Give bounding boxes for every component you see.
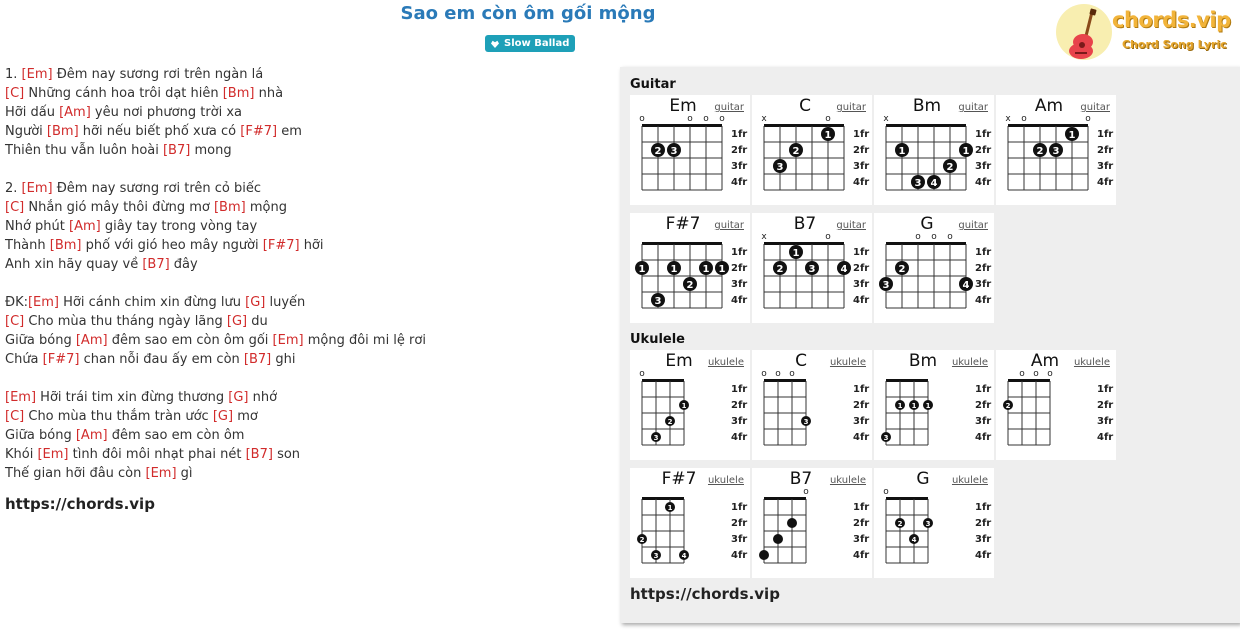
fret-label: 1fr — [1097, 384, 1114, 395]
finger-number: 2 — [667, 418, 673, 426]
ukulele-link[interactable]: ukulele — [951, 475, 988, 486]
open-string-marker: o — [703, 114, 709, 124]
fret-label: 3fr — [731, 416, 748, 427]
open-string-marker: o — [639, 114, 645, 124]
muted-string-marker: x — [883, 114, 889, 124]
fret-label: 1fr — [731, 384, 748, 395]
lyric-text: phố với gió heo mây người — [81, 238, 263, 253]
fret-label: 1fr — [1097, 129, 1114, 140]
lyric-line — [5, 464, 605, 483]
fret-label: 3fr — [1097, 416, 1114, 427]
fret-label: 2fr — [1097, 400, 1114, 411]
finger-number: 2 — [1036, 146, 1044, 157]
lyric-line — [5, 122, 605, 141]
lyric-text: tình đôi môi nhạt phai nét — [68, 447, 246, 462]
lyric-text: nhớ — [248, 390, 278, 405]
ukulele-link[interactable]: ukulele — [829, 357, 866, 368]
finger-number: 3 — [914, 178, 922, 189]
chord-diagram — [752, 350, 872, 460]
lyric-line — [5, 293, 605, 312]
fret-label: 2fr — [975, 518, 992, 529]
lyric-text: ghi — [271, 352, 296, 367]
lyric-line — [5, 236, 605, 255]
chord-link[interactable]: [F#7] — [262, 238, 300, 253]
open-string-marker: o — [761, 369, 767, 379]
lyric-line — [5, 84, 605, 103]
finger-number: 1 — [897, 402, 903, 410]
fret-label: 2fr — [731, 145, 748, 156]
finger-number: 1 — [792, 248, 800, 259]
chord-link[interactable]: [C] — [5, 86, 25, 101]
muted-string-marker: x — [761, 232, 767, 242]
chord-name: Am — [1030, 351, 1060, 371]
finger-number: 2 — [776, 264, 784, 275]
finger-number: 1 — [718, 264, 726, 275]
fret-label: 4fr — [975, 550, 992, 561]
fret-label: 1fr — [975, 384, 992, 395]
chord-diagram — [752, 213, 872, 323]
logo-tagline: Chord Song Lyric — [1122, 38, 1227, 51]
lyric-text: Đêm nay sương rơi trên cỏ biếc — [52, 181, 262, 196]
finger-number: 3 — [653, 552, 659, 560]
finger-number: 4 — [911, 536, 917, 544]
lyric-line — [5, 255, 605, 274]
ukulele-chord-card-bm[interactable] — [874, 350, 994, 460]
lyric-text: 2. — [5, 181, 22, 196]
lyric-text: chan nỗi đau ấy em còn — [79, 352, 244, 367]
lyric-text: mộng — [245, 200, 287, 215]
chord-link[interactable]: [Am] — [75, 428, 108, 443]
finger-number: 1 — [824, 130, 832, 141]
lyric-text: yêu nơi phương trời xa — [90, 105, 243, 120]
lyric-text: Hỡi trái tim xin đừng thương — [36, 390, 229, 405]
guitar-chord-card-b7[interactable] — [752, 213, 872, 323]
finger-number: 3 — [670, 146, 678, 157]
chord-diagram — [630, 468, 750, 578]
chord-link[interactable]: [B7] — [245, 447, 273, 462]
finger-number: 2 — [686, 280, 694, 291]
finger-number: 1 — [670, 264, 678, 275]
finger-number: 3 — [653, 434, 659, 442]
open-string-marker: o — [825, 114, 831, 124]
chord-name: F#7 — [661, 469, 697, 489]
fret-label: 3fr — [853, 534, 870, 545]
open-string-marker: o — [719, 114, 725, 124]
lyric-spacer — [5, 274, 605, 293]
fret-label: 2fr — [975, 263, 992, 274]
chord-name: G — [920, 214, 934, 234]
fret-label: 1fr — [975, 247, 992, 258]
finger-dot — [759, 550, 769, 560]
chord-name: Em — [669, 96, 697, 116]
lyric-text: mộng đôi mi lệ rơi — [303, 333, 426, 348]
chord-diagram — [874, 95, 994, 205]
ukulele-chord-card-am[interactable] — [996, 350, 1116, 460]
finger-number: 4 — [681, 552, 687, 560]
lyric-line — [5, 179, 605, 198]
lyric-text: Thế gian hỡi đâu còn — [5, 466, 146, 481]
chord-link[interactable]: [G] — [228, 390, 249, 405]
chord-link[interactable]: [G] — [226, 314, 248, 329]
lyric-text: Thành — [5, 238, 50, 253]
lyric-text: Hỡi cánh chim xin đừng lưu — [59, 295, 246, 310]
chord-name: G — [916, 469, 930, 489]
open-string-marker: o — [775, 369, 781, 379]
finger-number: 2 — [897, 520, 903, 528]
lyric-text: hỡi nếu biết phố xưa có — [78, 124, 241, 139]
lyric-text: Đêm nay sương rơi trên ngàn lá — [52, 67, 264, 82]
chord-link[interactable]: [Bm] — [222, 86, 255, 101]
guitar-chord-card-c[interactable] — [752, 95, 872, 205]
chord-link[interactable]: [G] — [212, 409, 234, 424]
lyric-spacer — [5, 160, 605, 179]
fret-label: 1fr — [731, 129, 748, 140]
finger-number: 1 — [1068, 130, 1076, 141]
ukulele-link[interactable]: ukulele — [951, 357, 988, 368]
chord-name: Em — [665, 351, 693, 371]
chord-panel — [620, 67, 1240, 623]
finger-number: 1 — [925, 402, 931, 410]
heart-diamond-icon — [490, 39, 500, 49]
finger-number: 1 — [638, 264, 646, 275]
lyric-text: Nhớ phút — [5, 219, 70, 234]
guitar-section-label: Guitar — [630, 77, 676, 92]
guitar-chord-card-fsharp7[interactable] — [630, 213, 750, 323]
finger-number: 2 — [792, 146, 800, 157]
fret-label: 4fr — [1097, 432, 1114, 443]
logo-text: chords.vip — [1112, 8, 1231, 32]
finger-number: 3 — [882, 280, 890, 291]
lyric-line — [5, 198, 605, 217]
fret-label: 4fr — [975, 177, 992, 188]
fret-label: 3fr — [853, 279, 870, 290]
ukulele-chord-card-fsharp7[interactable] — [630, 468, 750, 578]
lyric-text: giây tay trong vòng tay — [100, 219, 258, 234]
fret-label: 4fr — [1097, 177, 1114, 188]
finger-number: 2 — [898, 264, 906, 275]
guitar-link[interactable]: guitar — [836, 102, 866, 113]
lyric-text: Chứa — [5, 352, 43, 367]
lyric-text: đêm sao em còn ôm — [107, 428, 245, 443]
fret-label: 1fr — [853, 247, 870, 258]
open-string-marker: o — [883, 487, 889, 497]
fret-label: 1fr — [975, 129, 992, 140]
chord-name: C — [799, 96, 811, 116]
lyric-text: Cho mùa thu tháng ngày lãng — [24, 314, 227, 329]
fret-label: 4fr — [731, 177, 748, 188]
lyric-text: mơ — [233, 409, 258, 424]
fret-label: 2fr — [1097, 145, 1114, 156]
lyric-line — [5, 350, 605, 369]
chord-link[interactable]: [B7] — [243, 352, 272, 367]
fret-label: 1fr — [731, 502, 748, 513]
lyric-text: gì — [176, 466, 193, 481]
fret-label: 1fr — [853, 129, 870, 140]
chord-link[interactable]: [B7] — [162, 143, 191, 158]
chord-link[interactable]: [Am] — [59, 105, 91, 120]
finger-number: 3 — [776, 162, 784, 173]
lyric-text: du — [247, 314, 268, 329]
muted-string-marker: x — [1005, 114, 1011, 124]
fret-label: 3fr — [731, 534, 748, 545]
lyric-line — [5, 445, 605, 464]
fret-label: 1fr — [731, 247, 748, 258]
chord-diagram — [874, 468, 994, 578]
fret-label: 2fr — [853, 145, 870, 156]
panel-site-url[interactable]: https://chords.vip — [630, 585, 780, 603]
chord-link[interactable]: [Em] — [27, 295, 60, 310]
lyric-line — [5, 426, 605, 445]
finger-number: 3 — [925, 520, 931, 528]
chord-link[interactable]: [F#7] — [240, 124, 278, 139]
finger-number: 3 — [654, 296, 662, 307]
finger-number: 3 — [1052, 146, 1060, 157]
chord-name: B7 — [789, 469, 813, 489]
lyric-line — [5, 331, 605, 350]
chord-link[interactable]: [Bm] — [49, 238, 82, 253]
chord-diagram — [630, 213, 750, 323]
fret-label: 1fr — [853, 502, 870, 513]
finger-dot — [787, 518, 797, 528]
fret-label: 4fr — [853, 177, 870, 188]
song-title: Sao em còn ôm gối mộng — [400, 3, 656, 24]
ukulele-chord-card-em[interactable] — [630, 350, 750, 460]
lyric-line — [5, 407, 605, 426]
fret-label: 2fr — [731, 400, 748, 411]
guitar-chord-card-am[interactable] — [996, 95, 1116, 205]
guitar-link[interactable]: guitar — [958, 102, 988, 113]
chord-name: Am — [1034, 96, 1064, 116]
lyric-text: Khói — [5, 447, 38, 462]
finger-number: 4 — [840, 264, 848, 275]
site-url-link[interactable]: https://chords.vip — [5, 495, 155, 513]
fret-label: 1fr — [853, 384, 870, 395]
muted-string-marker: x — [761, 114, 767, 124]
chord-diagram — [874, 350, 994, 460]
chord-link[interactable]: [Em] — [272, 333, 304, 348]
lyric-text: 1. — [5, 67, 22, 82]
lyric-text: em — [277, 124, 302, 139]
open-string-marker: o — [825, 232, 831, 242]
lyric-text: Nhắn gió mây thôi đừng mơ — [24, 200, 214, 215]
lyric-line — [5, 65, 605, 84]
fret-label: 2fr — [853, 518, 870, 529]
fret-label: 4fr — [731, 550, 748, 561]
chord-link[interactable]: [Em] — [37, 447, 69, 462]
chord-link[interactable]: [Em] — [145, 466, 177, 481]
finger-number: 3 — [883, 434, 889, 442]
lyric-text: Giữa bóng — [5, 333, 76, 348]
lyric-line — [5, 103, 605, 122]
chord-link[interactable]: [Bm] — [46, 124, 79, 139]
fret-label: 4fr — [853, 432, 870, 443]
fret-label: 3fr — [1097, 161, 1114, 172]
fret-label: 1fr — [975, 502, 992, 513]
guitar-link[interactable]: guitar — [714, 220, 744, 231]
open-string-marker: o — [1047, 369, 1053, 379]
fret-label: 4fr — [853, 295, 870, 306]
finger-number: 2 — [654, 146, 662, 157]
fret-label: 3fr — [853, 416, 870, 427]
open-string-marker: o — [1021, 114, 1027, 124]
guitar-link[interactable]: guitar — [714, 102, 744, 113]
finger-number: 1 — [898, 146, 906, 157]
lyric-text: ĐK: — [5, 295, 28, 310]
chord-link[interactable]: [B7] — [142, 257, 170, 272]
lyric-text: luyến — [265, 295, 306, 310]
ukulele-chord-card-c[interactable] — [752, 350, 872, 460]
fret-label: 4fr — [853, 550, 870, 561]
ukulele-link[interactable]: ukulele — [829, 475, 866, 486]
open-string-marker: o — [789, 369, 795, 379]
guitar-link[interactable]: guitar — [958, 220, 988, 231]
lyric-text: nhà — [254, 86, 284, 101]
fret-label: 2fr — [731, 518, 748, 529]
finger-number: 1 — [911, 402, 917, 410]
ukulele-chord-card-g[interactable] — [874, 468, 994, 578]
finger-number: 1 — [962, 146, 970, 157]
open-string-marker: o — [915, 232, 921, 242]
open-string-marker: o — [1085, 114, 1091, 124]
lyric-line — [5, 312, 605, 331]
fret-label: 3fr — [975, 534, 992, 545]
fret-label: 3fr — [975, 416, 992, 427]
finger-number: 3 — [808, 264, 816, 275]
finger-number: 4 — [962, 280, 970, 291]
chord-diagram — [996, 350, 1116, 460]
lyric-text: Hỡi dấu — [5, 105, 60, 120]
chord-link[interactable]: [Em] — [21, 67, 53, 82]
finger-number: 2 — [1005, 402, 1011, 410]
chord-diagram — [874, 213, 994, 323]
chord-link[interactable]: [C] — [5, 314, 25, 329]
genre-badge[interactable] — [485, 35, 575, 52]
fret-label: 4fr — [731, 432, 748, 443]
lyric-text: đây — [169, 257, 198, 272]
chord-diagram — [752, 95, 872, 205]
lyric-text: Anh xin hãy quay về — [5, 257, 143, 272]
lyric-text: son — [272, 447, 301, 462]
open-string-marker: o — [931, 232, 937, 242]
open-string-marker: o — [1033, 369, 1039, 379]
guitar-chord-card-g[interactable] — [874, 213, 994, 323]
fret-label: 3fr — [853, 161, 870, 172]
guitar-link[interactable]: guitar — [1080, 102, 1110, 113]
fret-label: 3fr — [731, 279, 748, 290]
lyric-text: đêm sao em còn ôm gối — [107, 333, 273, 348]
chord-link[interactable]: [G] — [245, 295, 266, 310]
guitar-chord-card-bm[interactable] — [874, 95, 994, 205]
lyrics-section — [5, 65, 605, 513]
finger-number: 3 — [803, 418, 809, 426]
ukulele-link[interactable]: ukulele — [707, 475, 744, 486]
ukulele-link[interactable]: ukulele — [1073, 357, 1110, 368]
chord-link[interactable]: [Em] — [21, 181, 53, 196]
lyric-spacer — [5, 369, 605, 388]
chord-name: C — [795, 351, 807, 371]
lyric-text: Người — [5, 124, 47, 139]
finger-number: 2 — [946, 162, 954, 173]
chord-name: F#7 — [665, 214, 701, 234]
chord-name: B7 — [793, 214, 817, 234]
chord-link[interactable]: [Am] — [75, 333, 108, 348]
finger-number: 1 — [681, 402, 687, 410]
chord-link[interactable]: [C] — [5, 409, 25, 424]
lyric-line — [5, 217, 605, 236]
finger-dot — [773, 534, 783, 544]
lyric-text: Những cánh hoa trôi dạt hiên — [24, 86, 223, 101]
open-string-marker: o — [639, 369, 645, 379]
ukulele-link[interactable]: ukulele — [707, 357, 744, 368]
fret-label: 4fr — [731, 295, 748, 306]
open-string-marker: o — [947, 232, 953, 242]
chord-diagram — [996, 95, 1116, 205]
lyric-line — [5, 141, 605, 160]
chord-diagram — [752, 468, 872, 578]
open-string-marker: o — [803, 487, 809, 497]
lyric-line — [5, 388, 605, 407]
finger-number: 1 — [702, 264, 710, 275]
fret-label: 2fr — [731, 263, 748, 274]
lyric-text: Giữa bóng — [5, 428, 76, 443]
fret-label: 4fr — [975, 295, 992, 306]
chord-name: Bm — [912, 96, 942, 116]
fret-label: 2fr — [975, 145, 992, 156]
ukulele-section-label: Ukulele — [630, 332, 686, 347]
lyric-text: mong — [190, 143, 232, 158]
guitar-logo-icon — [1056, 4, 1112, 60]
chord-link[interactable]: [Em] — [5, 390, 37, 405]
guitar-link[interactable]: guitar — [836, 220, 866, 231]
chord-name: Bm — [908, 351, 938, 371]
chord-diagram — [630, 350, 750, 460]
fret-label: 3fr — [975, 279, 992, 290]
guitar-chord-card-em[interactable] — [630, 95, 750, 205]
chord-diagram — [630, 95, 750, 205]
fret-label: 3fr — [975, 161, 992, 172]
fret-label: 2fr — [853, 263, 870, 274]
genre-badge-label: Slow Ballad — [504, 38, 570, 49]
fret-label: 4fr — [975, 432, 992, 443]
finger-number: 1 — [667, 504, 673, 512]
lyric-text: Cho mùa thu thắm tràn ước — [24, 409, 213, 424]
chord-link[interactable]: [Bm] — [213, 200, 246, 215]
ukulele-chord-card-b7[interactable] — [752, 468, 872, 578]
site-logo[interactable] — [1054, 2, 1240, 60]
fret-label: 2fr — [975, 400, 992, 411]
chord-link[interactable]: [C] — [5, 200, 25, 215]
lyric-text: Thiên thu vẫn luôn hoài — [5, 143, 163, 158]
open-string-marker: o — [687, 114, 693, 124]
fret-label: 3fr — [731, 161, 748, 172]
chord-link[interactable]: [F#7] — [42, 352, 80, 367]
fret-label: 2fr — [853, 400, 870, 411]
finger-number: 2 — [639, 536, 645, 544]
chord-link[interactable]: [Am] — [69, 219, 101, 234]
finger-number: 4 — [930, 178, 938, 189]
open-string-marker: o — [1019, 369, 1025, 379]
lyric-text: hỡi — [299, 238, 324, 253]
